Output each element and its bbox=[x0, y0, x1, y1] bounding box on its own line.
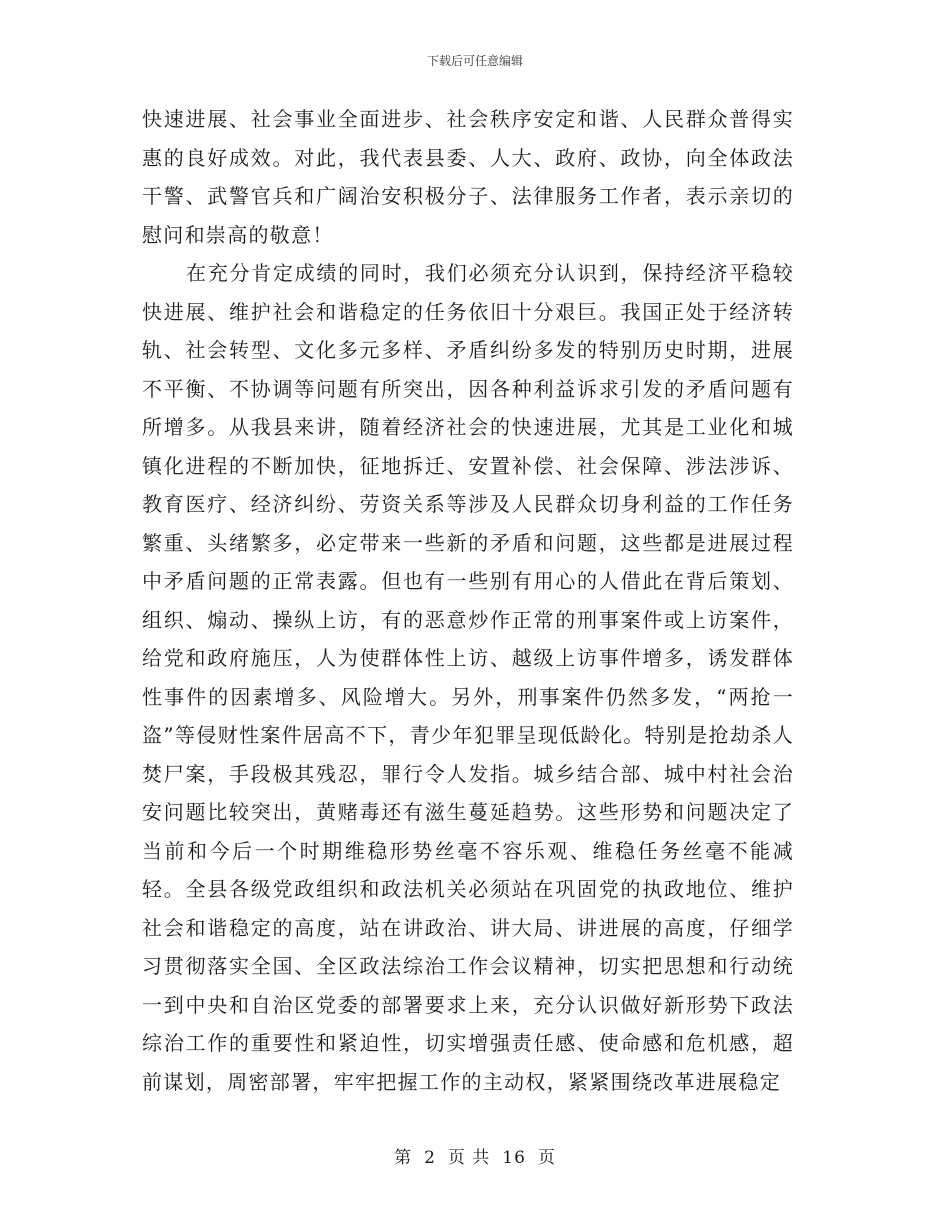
document-body bbox=[142, 100, 794, 1101]
paragraph-2: 在充分肯定成绩的同时，我们必须充分认识到，保持经济平稳较快进展、维护社会和谐稳定的任务依旧十分艰巨。我国正处于经济转轨、社会转型、文化多元多样、矛盾纠纷多发的特别历史时期，进展不平衡、不协调等问题有所突出，因各种利益诉求引发的矛盾问题有所增多。从我县来讲，随着经济社会的快速进展，尤其是工业化和城镇化进程的不断加快，征地拆迁、安置补偿、社会保障、涉法涉诉、教育医疗、经济纠纷、劳资关系等涉及人民群众切身利益的工作任务繁重、头绪繁多，必定带来一些新的矛盾和问题，这些都是进展过程中矛盾问题的正常表露。但也有一些别有用心的人借此在背后策划、组织、煽动、操纵上访，有的恶意炒作正常的刑事案件或上访案件，给党和政府施压，人为使群体性上访、越级上访事件增多，诱发群体性事件的因素增多、风险增大。另外，刑事案件仍然多发，“两抢一盗”等侵财性案件居高不下，青少年犯罪呈现低龄化。特别是抢劫杀人焚尸案，手段极其残忍，罪行令人发指。城乡结合部、城中村社会治安问题比较突出，黄赌毒还有滋生蔓延趋势。这些形势和问题决定了当前和今后一个时期维稳形势丝毫不容乐观、维稳任务丝毫不能减轻。全县各级党政组织和政法机关必须站在巩固党的执政地位、维护社会和谐稳定的高度，站在讲政治、讲大局、讲进展的高度，仔细学习贯彻落实全国、全区政法综治工作会议精神，切实把思想和行动统一到中央和自治区党委的部署要求上来，充分认识做好新形势下政法综治工作的重要性和紧迫性，切实增强责任感、使命感和危机感，超前谋划，周密部署，牢牢把握工作的主动权，紧紧围绕改革进展稳定 bbox=[142, 261, 794, 1094]
total-pages-number: 16 bbox=[502, 1148, 526, 1168]
footer-middle: 页 共 bbox=[447, 1148, 491, 1168]
footer-prefix: 第 bbox=[394, 1148, 413, 1168]
page-footer bbox=[0, 1146, 950, 1170]
header-note: 下载后可任意编辑 bbox=[426, 54, 523, 68]
paragraph-1: 快速进展、社会事业全面进步、社会秩序安定和谐、人民群众普得实惠的良好成效。对此，我代表县委、人大、政府、政协，向全体政法干警、武警官兵和广阔治安积极分子、法律服务工作者，表示亲切的慰问和崇高的敬意！ bbox=[142, 107, 794, 247]
current-page-number: 2 bbox=[424, 1148, 436, 1168]
footer-suffix: 页 bbox=[537, 1148, 556, 1168]
